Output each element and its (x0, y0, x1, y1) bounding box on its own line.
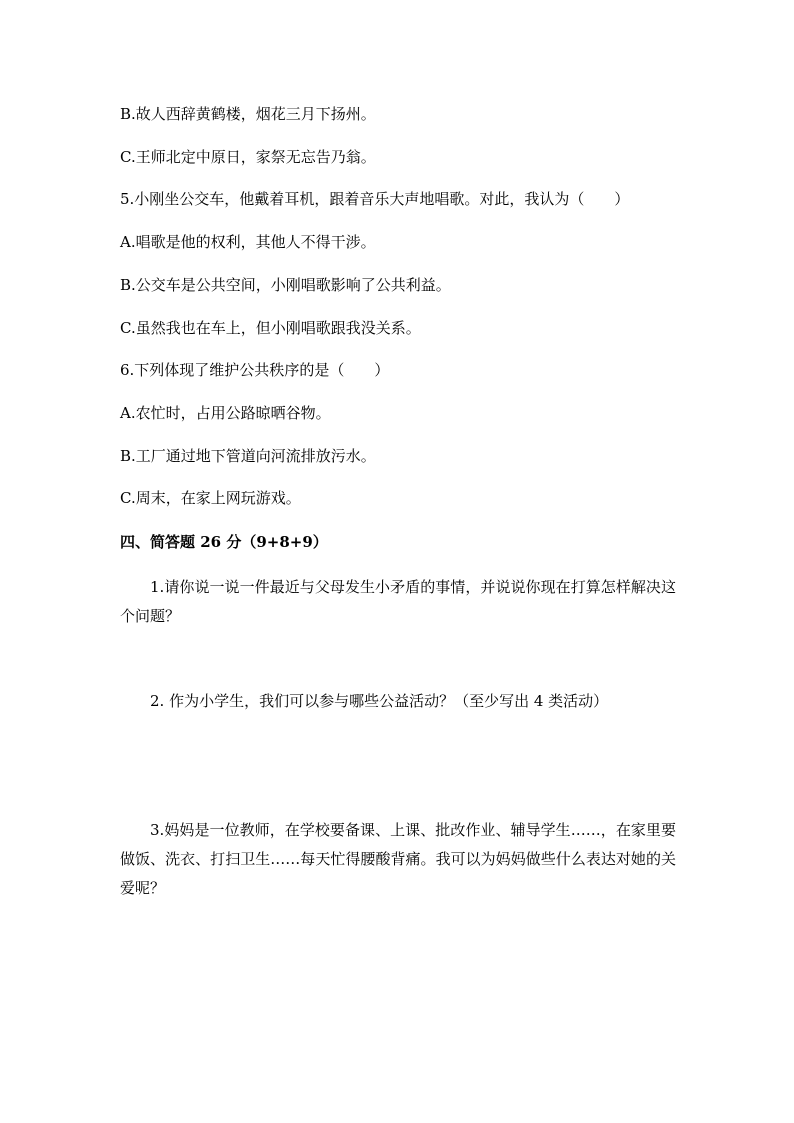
option-c-q5: C.虽然我也在车上，但小刚唱歌跟我没关系。 (120, 319, 421, 337)
short-answer-question-1: 1.请你说一说一件最近与父母发生小矛盾的事情，并说说你现在打算怎样解决这个问题？ (120, 578, 676, 625)
option-c-q6: C.周末，在家上网玩游戏。 (120, 489, 301, 507)
option-b-q6: B.工厂通过地下管道向河流排放污水。 (120, 447, 376, 465)
section-heading: 四、简答题 26 分（9+8+9） (120, 533, 328, 551)
option-b-q5: B.公交车是公共空间，小刚唱歌影响了公共利益。 (120, 276, 451, 294)
short-answer-question-2: 2. 作为小学生，我们可以参与哪些公益活动？（至少写出 4 类活动） (150, 692, 609, 710)
option-a-q5: A.唱歌是他的权利，其他人不得干涉。 (120, 233, 376, 251)
option-a-q6: A.农忙时，占用公路晾晒谷物。 (120, 404, 331, 422)
question-5: 5.小刚坐公交车，他戴着耳机，跟着音乐大声地唱歌。对此，我认为（ ） (120, 190, 630, 208)
option-c-q4: C.王师北定中原日，家祭无忘告乃翁。 (120, 148, 376, 166)
option-b-q4: B.故人西辞黄鹤楼，烟花三月下扬州。 (120, 105, 376, 123)
question-6: 6.下列体现了维护公共秩序的是（ ） (120, 361, 390, 379)
short-answer-question-3: 3.妈妈是一位教师，在学校要备课、上课、批改作业、辅导学生……，在家里要做饭、洗衣、打扫卫生……每天忙得腰酸背痛。我可以为妈妈做些什么表达对她的关爱呢？ (120, 821, 676, 897)
